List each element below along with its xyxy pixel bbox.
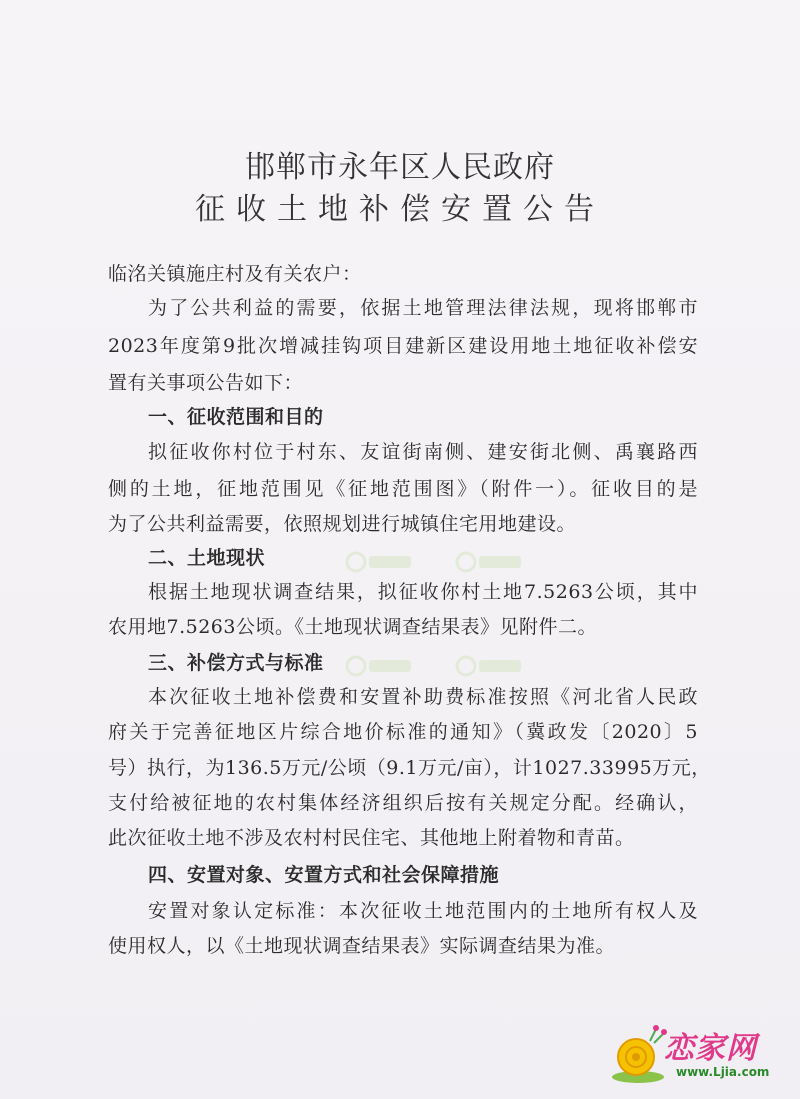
addressee: 临洺关镇施庄村及有关农户： <box>108 263 362 285</box>
section-heading: 一、征收范围和目的 <box>148 406 324 428</box>
section-line: 支付给被征地的农村集体经济组织后按有关规定分配。经确认， <box>108 792 698 814</box>
site-logo-brand: 恋家网 <box>664 1031 757 1066</box>
intro-line: 为了公共利益的需要，依据土地管理法律法规，现将邯郸市 <box>148 297 698 319</box>
section-line: 府关于完善征地区片综合地价标准的通知》（冀政发〔2020〕5 <box>108 721 698 743</box>
intro-line: 置有关事项公告如下： <box>108 372 304 394</box>
notice-title: 征收土地补偿安置公告 <box>195 192 605 227</box>
site-logo-url: www.Ljia.com <box>676 1065 770 1079</box>
intro-line: 2023年度第9批次增减挂钩项目建新区建设用地土地征收补偿安 <box>108 335 698 357</box>
section-line: 使用权人，以《土地现状调查结果表》实际调查结果为准。 <box>108 935 616 957</box>
site-logo <box>610 1017 780 1091</box>
watermark-snail-icon <box>455 652 525 678</box>
section-line: 为了公共利益需要，依照规划进行城镇住宅用地建设。 <box>108 513 577 535</box>
section-line: 本次征收土地补偿费和安置补助费标准按照《河北省人民政 <box>148 686 698 708</box>
section-line: 拟征收你村位于村东、友谊街南侧、建安街北侧、禹襄路西 <box>148 441 698 463</box>
section-line: 侧的土地，征地范围见《征地范围图》（附件一）。征收目的是 <box>108 478 698 500</box>
section-line: 此次征收土地不涉及农村村民住宅、其他地上附着物和青苗。 <box>108 827 635 849</box>
section-line: 根据土地现状调查结果，拟征收你村土地7.5263公顷，其中 <box>148 581 698 603</box>
section-heading: 三、补偿方式与标准 <box>148 652 324 674</box>
section-heading: 二、土地现状 <box>148 547 266 569</box>
notice-title-issuer: 邯郸市永年区人民政府 <box>245 150 555 185</box>
section-line: 号）执行，为136.5万元/公顷（9.1万元/亩），计1027.33995万元， <box>108 757 711 779</box>
watermark-snail-icon <box>345 548 415 574</box>
watermark-snail-icon <box>455 548 525 574</box>
snail-mascot-icon <box>610 1023 670 1085</box>
section-line: 安置对象认定标准：本次征收土地范围内的土地所有权人及 <box>148 900 698 922</box>
section-line: 农用地7.5263公顷。《土地现状调查结果表》见附件二。 <box>108 616 597 638</box>
section-heading: 四、安置对象、安置方式和社会保障措施 <box>148 864 500 886</box>
watermark-snail-icon <box>345 652 415 678</box>
